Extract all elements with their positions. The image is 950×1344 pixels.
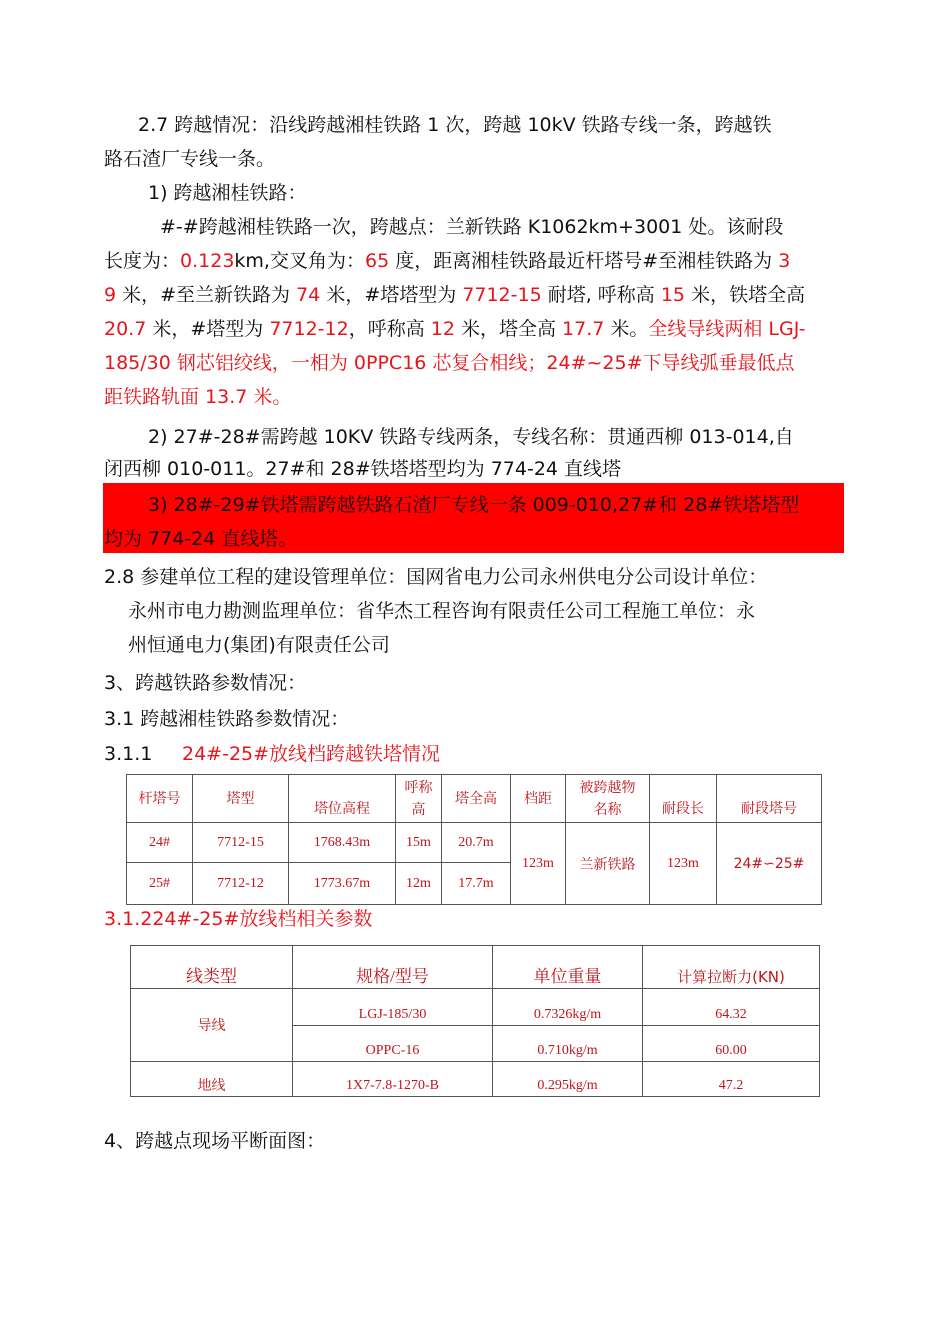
height-value: 15 bbox=[660, 284, 686, 306]
distance-value: 74 bbox=[296, 284, 321, 306]
text-segment: 米，#塔塔型为 bbox=[320, 284, 463, 306]
height-value: 20.7 bbox=[104, 318, 147, 340]
cell: 1768.43m bbox=[289, 823, 396, 863]
text-segment: 米，塔全高 bbox=[454, 318, 563, 340]
header-text: 呼称 bbox=[404, 779, 433, 796]
para-2-7-line1: 2.7 跨越情况：沿线跨越湘桂铁路 1 次，跨越 10kV 铁路专线一条，跨越铁 bbox=[138, 114, 772, 136]
distance-value: 9 bbox=[104, 284, 117, 306]
section-4-heading: 4、跨越点现场平断面图： bbox=[104, 1130, 326, 1152]
cell: 7712-12 bbox=[193, 863, 289, 905]
item1-line1: #-#跨越湘桂铁路一次，跨越点：兰新铁路 K1062km+3001 处。该耐段 bbox=[160, 216, 784, 238]
table-header-row bbox=[131, 946, 820, 989]
cell: 0.710kg/m bbox=[493, 1026, 643, 1062]
text-segment: 长度为： bbox=[104, 250, 181, 272]
cell: 12m bbox=[396, 863, 442, 905]
header-cell: 塔型 bbox=[193, 775, 289, 823]
section-3-1-heading: 3.1 跨越湘桂铁路参数情况： bbox=[104, 708, 350, 730]
item1-line6: 距铁路轨面 13.7 米。 bbox=[104, 386, 292, 408]
header-cell bbox=[566, 775, 650, 823]
header-cell bbox=[396, 775, 442, 823]
cell: 24# bbox=[127, 823, 193, 863]
cell: LGJ-185/30 bbox=[293, 989, 493, 1026]
para-2-8-line1: 2.8 参建单位工程的建设管理单位：国网省电力公司永州供电分公司设计单位： bbox=[104, 566, 768, 588]
cell: 地线 bbox=[131, 1062, 293, 1097]
header-text: 被跨越物 bbox=[579, 779, 636, 796]
table-row bbox=[131, 1062, 820, 1097]
header-text: 高 bbox=[411, 801, 426, 818]
header-cell: 档距 bbox=[511, 775, 566, 823]
item1-line4 bbox=[104, 316, 806, 342]
text-segment: 米。 bbox=[604, 318, 649, 340]
para-2-7-line2: 路石渣厂专线一条。 bbox=[104, 148, 276, 170]
cell: 1773.67m bbox=[289, 863, 396, 905]
line-params-table bbox=[130, 945, 820, 1097]
cell: 17.7m bbox=[442, 863, 511, 905]
conductor-text: 全线导线两相 LGJ- bbox=[648, 318, 806, 340]
item1-line3 bbox=[104, 282, 805, 308]
text-segment: 米，#塔型为 bbox=[146, 318, 270, 340]
text-segment: 米，#至兰新铁路为 bbox=[116, 284, 297, 306]
distance-value: 3 bbox=[778, 250, 791, 272]
item2-line2: 闭西柳 010-011。27#和 28#铁塔塔型均为 774-24 直线塔 bbox=[104, 458, 622, 480]
item2-line1: 2) 27#-28#需跨越 10KV 铁路专线两条，专线名称：贯通西柳 013-014,自 bbox=[148, 426, 794, 448]
cell: 0.7326kg/m bbox=[493, 989, 643, 1026]
height-value: 17.7 bbox=[562, 318, 605, 340]
tower-type-value: 7712-12 bbox=[269, 318, 349, 340]
section-3-1-1-number: 3.1.1 bbox=[104, 743, 153, 765]
table-header-row bbox=[127, 775, 822, 823]
item3-line2: 均为 774-24 直线塔。 bbox=[104, 528, 298, 550]
header-cell: 线类型 bbox=[131, 946, 293, 989]
table-row bbox=[131, 989, 820, 1026]
item3-line1: 3) 28#-29#铁塔需跨越铁路石渣厂专线一条 009-010,27#和 28#铁塔塔型 bbox=[148, 494, 800, 516]
cell: 0.295kg/m bbox=[493, 1062, 643, 1097]
angle-value: 65 bbox=[364, 250, 390, 272]
item1-line5: 185/30 钢芯铝绞线，一相为 0PPC16 芯复合相线；24#~25#下导线弧垂最低点 bbox=[104, 352, 795, 374]
height-value: 12 bbox=[430, 318, 455, 340]
text-segment: 米，铁塔全高 bbox=[685, 284, 806, 306]
header-cell: 杆塔号 bbox=[127, 775, 193, 823]
tower-table bbox=[126, 774, 822, 905]
cell: 20.7m bbox=[442, 823, 511, 863]
section-3-heading: 3、跨越铁路参数情况： bbox=[104, 672, 307, 694]
cell: 123m bbox=[650, 823, 717, 905]
para-2-8-line2: 永州市电力勘测监理单位：省华杰工程咨询有限责任公司工程施工单位：永 bbox=[128, 600, 756, 622]
table-row bbox=[127, 823, 822, 863]
cell: 1X7-7.8-1270-B bbox=[293, 1062, 493, 1097]
text-segment: ，呼称高 bbox=[348, 318, 431, 340]
section-3-1-1-title: 24#-25#放线档跨越铁塔情况 bbox=[182, 743, 441, 765]
para-2-8-line3: 州恒通电力(集团)有限责任公司 bbox=[128, 634, 390, 656]
header-cell: 计算拉断力(KN) bbox=[643, 946, 820, 989]
cell: 25# bbox=[127, 863, 193, 905]
header-cell: 耐段塔号 bbox=[717, 775, 822, 823]
cell: 15m bbox=[396, 823, 442, 863]
text-segment: km,交叉角为： bbox=[234, 250, 365, 272]
cell: 兰新铁路 bbox=[566, 823, 650, 905]
cell: 导线 bbox=[131, 989, 293, 1062]
header-cell: 塔全高 bbox=[442, 775, 511, 823]
tower-type-value: 7712-15 bbox=[462, 284, 542, 306]
header-text: 名称 bbox=[593, 801, 622, 818]
length-value: 0.123 bbox=[180, 250, 235, 272]
text-segment: 度，距离湘桂铁路最近杆塔号#至湘桂铁路为 bbox=[389, 250, 779, 272]
cell: OPPC-16 bbox=[293, 1026, 493, 1062]
item1-title: 1) 跨越湘桂铁路： bbox=[148, 182, 307, 204]
header-cell: 塔位高程 bbox=[289, 775, 396, 823]
cell: 123m bbox=[511, 823, 566, 905]
header-cell: 单位重量 bbox=[493, 946, 643, 989]
cell: 64.32 bbox=[643, 989, 820, 1026]
cell: 24#∽25# bbox=[717, 823, 822, 905]
section-3-1-2-title: 3.1.224#-25#放线档相关参数 bbox=[104, 908, 373, 930]
cell: 7712-15 bbox=[193, 823, 289, 863]
item1-line2 bbox=[104, 248, 790, 274]
header-cell: 规格/型号 bbox=[293, 946, 493, 989]
cell: 47.2 bbox=[643, 1062, 820, 1097]
text-segment: 耐塔, 呼称高 bbox=[541, 284, 661, 306]
cell: 60.00 bbox=[643, 1026, 820, 1062]
header-cell: 耐段长 bbox=[650, 775, 717, 823]
